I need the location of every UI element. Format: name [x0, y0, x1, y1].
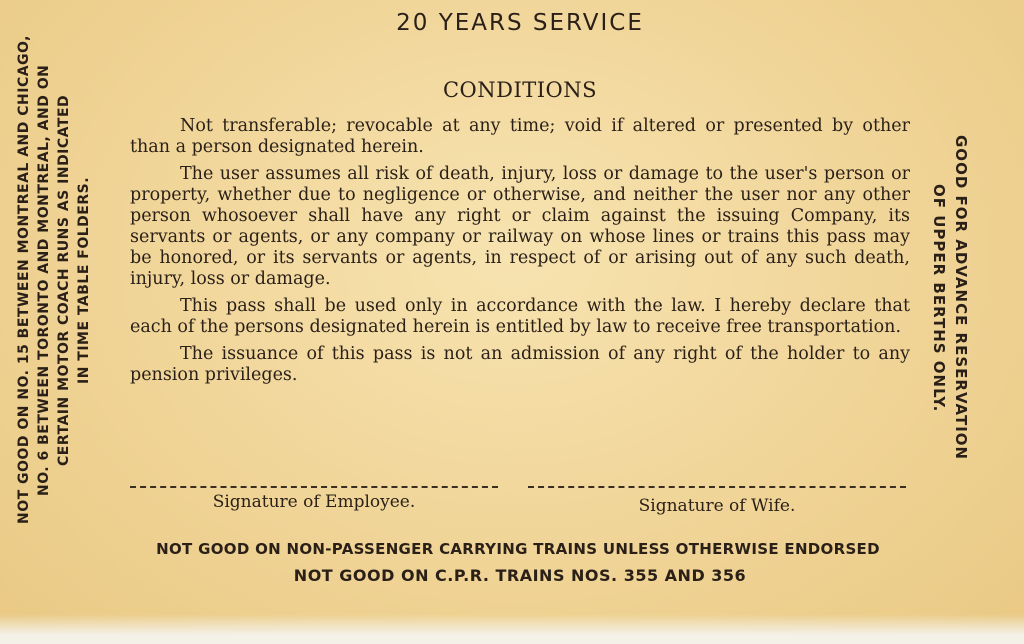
right-notice-line: GOOD FOR ADVANCE RESERVATION — [952, 135, 970, 461]
condition-paragraph: The user assumes all risk of death, injury, loss or damage to the user's person or property, whether due to negligence or otherwise, and neither the user nor any other person whosoever shall have any right or claim against the issuing Company, its servants or agents, or any company or railway on whose lines or trains this pass may be honored, or its servants or agents, in respect of or arising out of any such death, injury, loss or damage. — [130, 164, 910, 289]
pass-title: 20 YEARS SERVICE — [396, 10, 644, 36]
left-notice-line: IN TIME TABLE FOLDERS. — [76, 176, 92, 384]
left-margin-notice — [14, 20, 94, 540]
right-margin-notice — [928, 110, 972, 486]
left-notice-line: NOT GOOD ON NO. 15 BETWEEN MONTREAL AND CHICAGO, — [16, 35, 32, 525]
footer-restriction-line-1: NOT GOOD ON NON-PASSENGER CARRYING TRAINS UNLESS OTHERWISE ENDORSED — [156, 540, 880, 558]
condition-paragraph: This pass shall be used only in accordance with the law. I hereby declare that each of the persons designated herein is entitled by law to receive free transportation. — [130, 296, 910, 337]
condition-paragraph: The issuance of this pass is not an admission of any right of the holder to any pension privileges. — [130, 344, 910, 385]
left-notice-line: NO. 6 BETWEEN TORONTO AND MONTREAL, AND ON — [36, 64, 52, 496]
employee-signature-label: Signature of Employee. — [212, 492, 416, 512]
wife-signature-label: Signature of Wife. — [638, 496, 796, 516]
conditions-body — [130, 116, 910, 392]
condition-paragraph: Not transferable; revocable at any time; void if altered or presented by other than a person designated herein. — [130, 116, 910, 157]
signature-line — [130, 486, 498, 488]
employee-signature-field[interactable] — [130, 486, 498, 512]
right-notice-line: OF UPPER BERTHS ONLY. — [930, 183, 948, 413]
wife-signature-field[interactable] — [528, 486, 906, 516]
footer-restriction-line-2: NOT GOOD ON C.P.R. TRAINS NOS. 355 AND 356 — [293, 566, 747, 585]
left-notice-line: CERTAIN MOTOR COACH RUNS AS INDICATED — [56, 94, 72, 466]
conditions-heading: CONDITIONS — [442, 78, 598, 102]
signature-line — [528, 486, 906, 488]
